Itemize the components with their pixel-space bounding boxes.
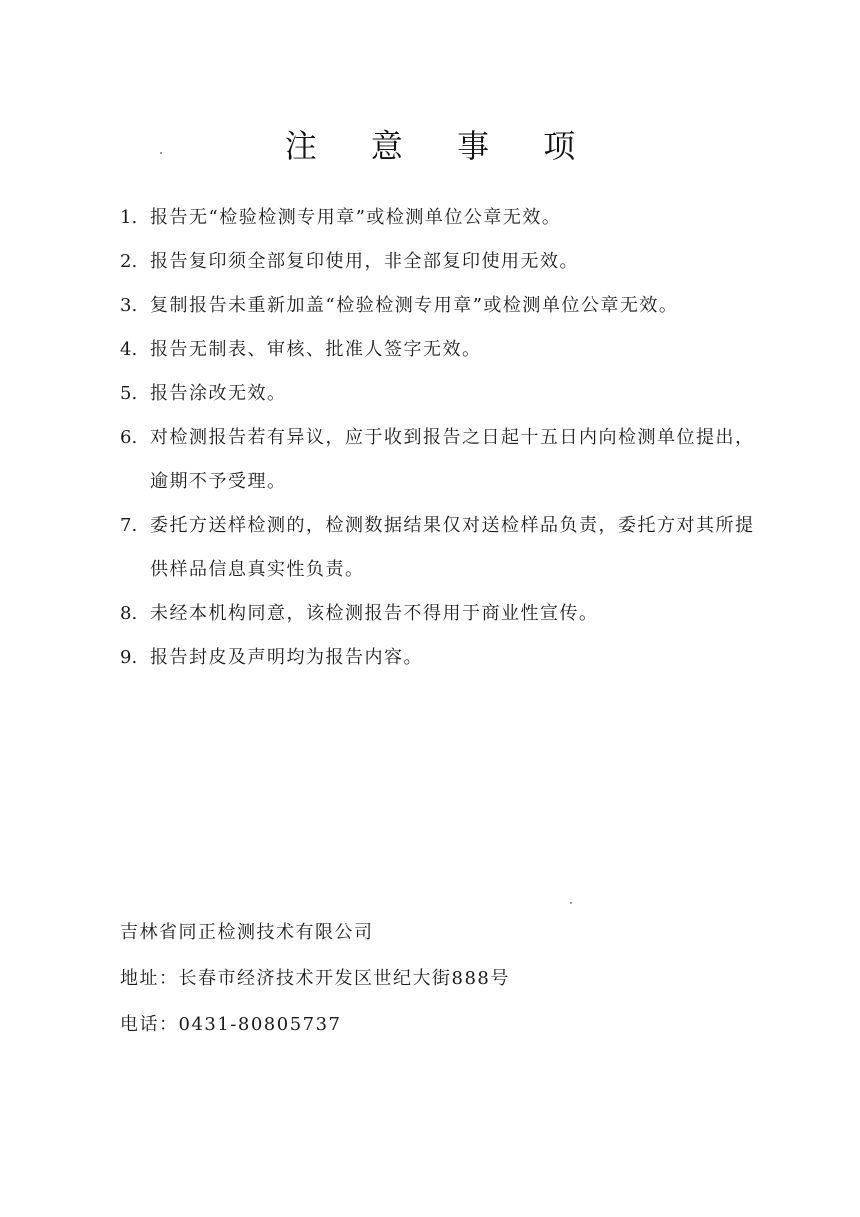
notice-number: 9.	[120, 647, 138, 668]
notice-text: 未经本机构同意，该检测报告不得用于商业性宣传。	[150, 603, 599, 624]
scan-speck	[160, 152, 162, 154]
company-name: 吉林省同正检测技术有限公司	[120, 922, 374, 943]
notice-item-5	[120, 372, 760, 416]
notice-list	[120, 196, 760, 680]
notice-text: 对检测报告若有异议，应于收到报告之日起十五日内向检测单位提出，逾期不予受理。	[150, 427, 755, 492]
notice-item-7	[120, 504, 760, 592]
contact-footer	[120, 910, 740, 1048]
notice-number: 7.	[120, 515, 138, 536]
notice-item-4	[120, 328, 760, 372]
notice-number: 8.	[120, 603, 138, 624]
scan-speck	[570, 902, 572, 904]
notice-number: 4.	[120, 339, 138, 360]
notice-item-3	[120, 284, 760, 328]
notice-number: 6.	[120, 427, 138, 448]
notice-text: 报告涂改无效。	[150, 383, 287, 404]
notice-text: 委托方送样检测的，检测数据结果仅对送检样品负责，委托方对其所提供样品信息真实性负责。	[150, 515, 755, 580]
notice-text: 复制报告未重新加盖“检验检测专用章”或检测单位公章无效。	[150, 295, 679, 316]
notice-number: 2.	[120, 251, 138, 272]
page-title: 注 意 事 项	[284, 127, 598, 166]
notice-text: 报告复印须全部复印使用，非全部复印使用无效。	[150, 251, 579, 272]
notice-item-1	[120, 196, 760, 240]
notice-number: 3.	[120, 295, 138, 316]
notice-text: 报告无“检验检测专用章”或检测单位公章无效。	[150, 207, 562, 228]
notice-item-8	[120, 592, 760, 636]
notice-text: 报告封皮及声明均为报告内容。	[150, 647, 423, 668]
notice-number: 5.	[120, 383, 138, 404]
notice-item-6	[120, 416, 760, 504]
notice-text: 报告无制表、审核、批准人签字无效。	[150, 339, 482, 360]
company-address: 地址：长春市经济技术开发区世纪大街888号	[120, 968, 510, 989]
notice-number: 1.	[120, 207, 138, 228]
company-phone: 电话：0431-80805737	[120, 1014, 342, 1035]
notice-item-2	[120, 240, 760, 284]
notice-item-9	[120, 636, 760, 680]
